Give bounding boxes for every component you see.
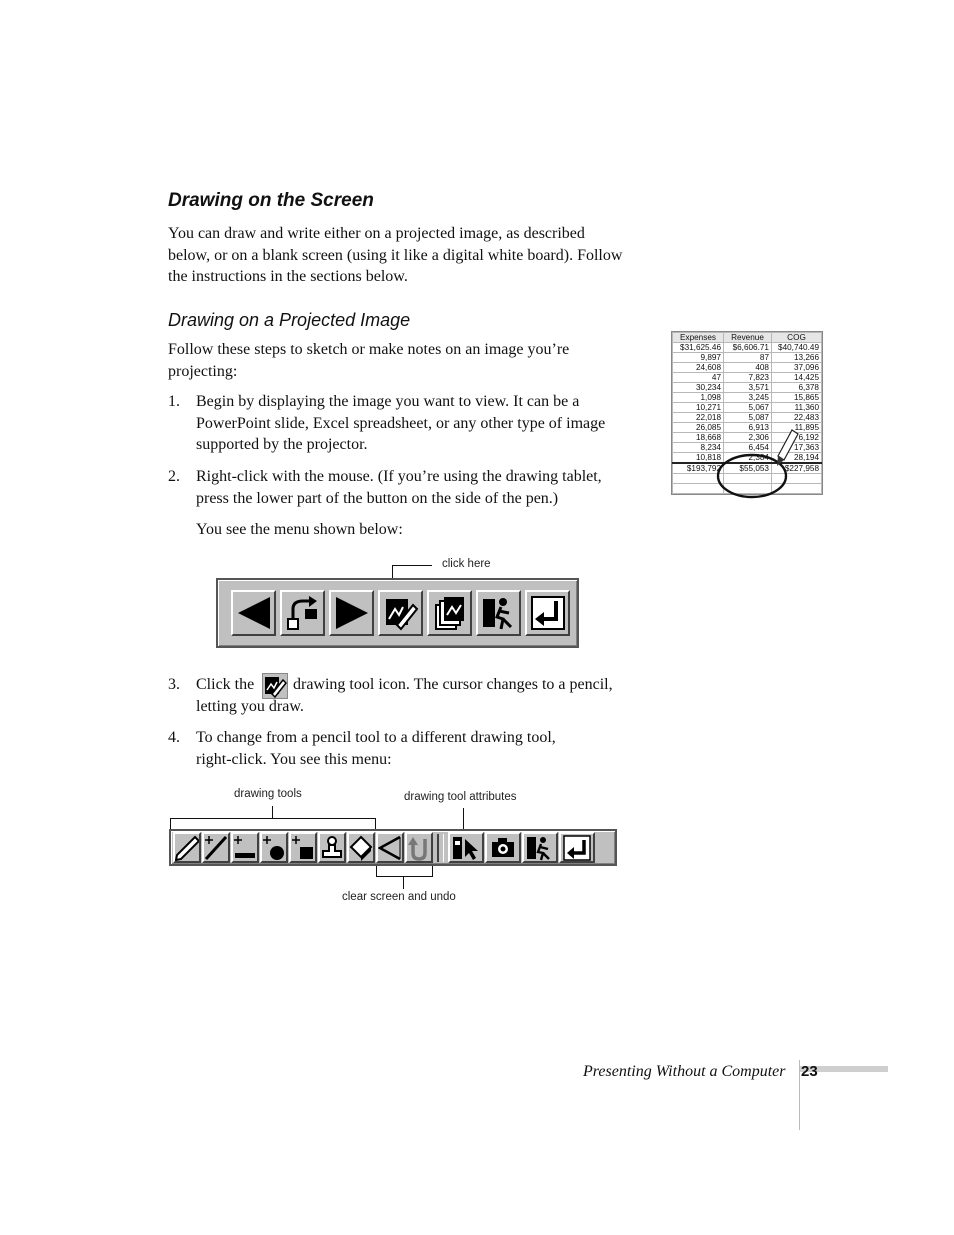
pages-icon — [432, 595, 468, 631]
header-cell: Expenses — [673, 333, 724, 343]
table-row — [673, 363, 822, 373]
step-number: 4. — [168, 729, 180, 746]
cell: 47 — [673, 373, 724, 383]
cell: 87 — [724, 353, 772, 363]
return-icon — [530, 595, 566, 631]
toolbar-separator — [437, 834, 444, 862]
stamp-icon — [320, 835, 344, 861]
cell: 11,895 — [772, 423, 822, 433]
cell: 2,306 — [724, 433, 772, 443]
drawing-tools-bracket — [170, 818, 376, 829]
step-1-text — [196, 391, 605, 456]
cell: 2,384 — [724, 453, 772, 464]
rotate-icon — [285, 595, 321, 631]
bracket-line — [403, 877, 404, 889]
cell: 1,098 — [673, 393, 724, 403]
cell: 8,234 — [673, 443, 724, 453]
cell: 30,234 — [673, 383, 724, 393]
table-row — [673, 343, 822, 353]
cell: 14,425 — [772, 373, 822, 383]
drawing-tool-button[interactable] — [378, 590, 423, 636]
cell: 10,271 — [673, 403, 724, 413]
next-button[interactable] — [329, 590, 374, 636]
cell: 6,913 — [724, 423, 772, 433]
step-3-before-icon: Click the — [196, 676, 255, 693]
cell: $227,958 — [772, 463, 822, 474]
step-line: right-click. You see this menu: — [196, 750, 392, 768]
click-here-label: click here — [442, 558, 491, 570]
step-line: Begin by displaying the image you want to view. It can be a — [196, 393, 580, 410]
clear-undo-bracket — [376, 866, 433, 877]
cell: 6,454 — [724, 443, 772, 453]
attributes-button[interactable] — [448, 832, 484, 863]
eraser-tool-button[interactable] — [347, 832, 375, 863]
spreadsheet-header-row — [673, 333, 822, 343]
cell: $31,625.46 — [673, 343, 724, 353]
camera-icon — [488, 835, 518, 861]
thickness-tool-button[interactable] — [231, 832, 259, 863]
intro-paragraph — [168, 223, 622, 288]
header-cell: COG — [772, 333, 822, 343]
cell: 11,360 — [772, 403, 822, 413]
cell: 5,067 — [724, 403, 772, 413]
ellipse-icon — [262, 835, 286, 861]
drawn-circle — [718, 455, 786, 497]
step-3-line-2: letting you draw. — [196, 698, 304, 715]
cell: 6,192 — [772, 433, 822, 443]
cell: 3,245 — [724, 393, 772, 403]
table-row — [673, 373, 822, 383]
rectangle-tool-button[interactable] — [289, 832, 317, 863]
rectangle-icon — [291, 835, 315, 861]
return-button[interactable] — [559, 832, 595, 863]
cell: 10,818 — [673, 453, 724, 464]
undo-icon — [407, 835, 431, 861]
lead-paragraph — [168, 339, 569, 382]
projector-menu — [216, 578, 579, 648]
right-arrow-icon — [334, 595, 370, 631]
cell: 13,266 — [772, 353, 822, 363]
exit-person-icon — [481, 595, 517, 631]
step-number: 3. — [168, 676, 180, 693]
step-line: PowerPoint slide, Excel spreadsheet, or any other type of image — [196, 414, 606, 432]
pencil-cursor-icon — [777, 430, 798, 466]
annotation-drawing — [700, 422, 800, 502]
line-tool-button[interactable] — [202, 832, 230, 863]
line-icon — [204, 835, 228, 861]
cell: 28,194 — [772, 453, 822, 464]
cell: 5,087 — [724, 413, 772, 423]
intro-line: below, or on a blank screen (using it like a digital white board). Follow — [168, 246, 623, 264]
step-line: Right-click with the mouse. (If you’re using the drawing tablet, — [196, 468, 602, 485]
ellipse-tool-button[interactable] — [260, 832, 288, 863]
step-line: To change from a pencil tool to a different drawing tool, — [196, 729, 556, 746]
drawing-tool-attributes-label: drawing tool attributes — [404, 791, 517, 803]
previous-button[interactable] — [231, 590, 276, 636]
step-4-text — [196, 727, 556, 770]
step-2-text — [196, 466, 602, 509]
cell: 22,018 — [673, 413, 724, 423]
table-row — [673, 413, 822, 423]
cell: 24,608 — [673, 363, 724, 373]
table-row — [673, 383, 822, 393]
step-line: press the lower part of the button on the side of the pen.) — [196, 489, 559, 507]
cell: 9,897 — [673, 353, 724, 363]
table-row — [673, 403, 822, 413]
bracket-line — [272, 806, 273, 818]
footer-rule — [799, 1060, 800, 1130]
return-icon — [562, 835, 592, 861]
cell: $55,053 — [724, 463, 772, 474]
cell: 37,096 — [772, 363, 822, 373]
step-number: 2. — [168, 468, 180, 485]
drawing-tool-icon — [383, 595, 419, 631]
rotate-button[interactable] — [280, 590, 325, 636]
cell: 22,483 — [772, 413, 822, 423]
lead-line: projecting: — [168, 362, 238, 380]
header-cell: Revenue — [724, 333, 772, 343]
step-3-after-icon: drawing tool icon. The cursor changes to a pencil, — [293, 676, 613, 693]
left-arrow-icon — [236, 595, 272, 631]
footer-title: Presenting Without a Computer — [583, 1063, 786, 1080]
drawing-tools-label: drawing tools — [234, 788, 302, 800]
callout-line — [392, 565, 432, 566]
drawing-tool-icon — [263, 674, 287, 698]
undo-button[interactable] — [405, 832, 433, 863]
cell: 3,571 — [724, 383, 772, 393]
cell: 408 — [724, 363, 772, 373]
cell: 15,865 — [772, 393, 822, 403]
clear-screen-button[interactable] — [376, 832, 404, 863]
cell: 6,378 — [772, 383, 822, 393]
lead-line: Follow these steps to sketch or make notes on an image you’re — [168, 341, 570, 358]
step-number: 1. — [168, 393, 180, 410]
return-button[interactable] — [525, 590, 570, 636]
exit-person-icon — [525, 835, 555, 861]
camera-button[interactable] — [485, 832, 521, 863]
pencil-tool-button[interactable] — [173, 832, 201, 863]
clear-screen-icon — [378, 835, 402, 861]
step-2-note: You see the menu shown below: — [196, 521, 403, 538]
cell: 7,823 — [724, 373, 772, 383]
attributes-icon — [451, 835, 481, 861]
clear-screen-undo-label: clear screen and undo — [342, 891, 456, 903]
pages-button[interactable] — [427, 590, 472, 636]
stamp-tool-button[interactable] — [318, 832, 346, 863]
page-number: 23 — [801, 1063, 818, 1080]
exit-button[interactable] — [476, 590, 521, 636]
cell: $6,606.71 — [724, 343, 772, 353]
table-row — [673, 393, 822, 403]
step-line: supported by the projector. — [196, 436, 368, 453]
exit-button[interactable] — [522, 832, 558, 863]
drawing-tools-menu — [169, 829, 617, 866]
thickness-icon — [233, 835, 257, 861]
subsection-heading: Drawing on a Projected Image — [168, 310, 411, 330]
eraser-icon — [349, 835, 373, 861]
section-heading: Drawing on the Screen — [168, 190, 374, 211]
table-row — [673, 353, 822, 363]
cell: $193,792 — [673, 463, 724, 474]
cell: 17,363 — [772, 443, 822, 453]
cell: 18,668 — [673, 433, 724, 443]
cell: $40,740.49 — [772, 343, 822, 353]
cell: 26,085 — [673, 423, 724, 433]
pencil-icon — [175, 835, 199, 861]
intro-line: You can draw and write either on a projected image, as described — [168, 225, 585, 242]
intro-line: the instructions in the sections below. — [168, 268, 408, 285]
